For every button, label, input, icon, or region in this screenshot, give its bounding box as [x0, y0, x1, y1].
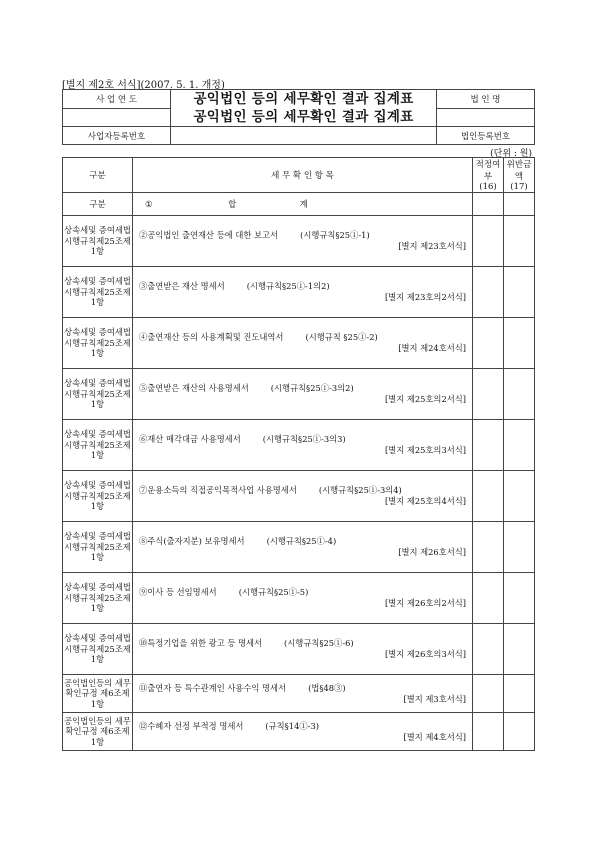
column-header-row [63, 158, 535, 193]
table-row [63, 267, 535, 318]
row-violation-cell[interactable] [504, 713, 535, 751]
row-item-rule: (규칙§14①-3) [265, 720, 319, 731]
row-item-name: ④출연재산 등의 사용계획및 진도내역서 [139, 332, 284, 342]
row-item-name: ⑪출연자 등 특수관계인 사용수익 명세서 [139, 682, 287, 693]
row-violation-cell[interactable] [504, 573, 535, 624]
row-item-form: [별지 제4호서식] [403, 731, 466, 742]
row-item-rule: (시행규칙§25①-3의4) [318, 485, 402, 495]
row-violation-cell[interactable] [504, 267, 535, 318]
row-adequacy-cell[interactable] [473, 522, 504, 573]
row-item-name: ⑩특정기업을 위한 광고 등 명세서 [139, 638, 263, 648]
row-item-form: [별지 제23호의2서식] [384, 292, 466, 302]
row-item-rule: (시행규칙§25①-1의2) [246, 281, 330, 291]
row-item-cell [133, 267, 473, 318]
row-item-line [139, 281, 466, 292]
row-category: 상속세및 증여세법시행규칙제25조제1항 [63, 471, 133, 522]
row-adequacy-cell[interactable] [473, 318, 504, 369]
row-item-form: [별지 제25호의3서식] [384, 445, 466, 455]
row-item-rule: (시행규칙§25①-4) [266, 536, 337, 546]
row-item-name: ⑦운용소득의 직접공익목적사업 사용명세서 [139, 485, 297, 495]
row-category: 상속세및 증여세법시행규칙제25조제1항 [63, 624, 133, 675]
row-adequacy-cell[interactable] [473, 624, 504, 675]
total-label-2: 계 [299, 200, 308, 210]
row-category: 상속세및 증여세법시행규칙제25조제1항 [63, 216, 133, 267]
row-item-rule: (시행규칙§25①-1) [300, 230, 370, 240]
corp-name-label: 법 인 명 [437, 90, 535, 109]
row-violation-cell[interactable] [504, 369, 535, 420]
row-adequacy-cell[interactable] [473, 267, 504, 318]
tax-check-table [62, 157, 535, 751]
row-item-line [139, 230, 466, 241]
row-item-rule: (시행규칙§25①-6) [284, 638, 354, 648]
row-item-name: ⑨이사 등 선임명세서 [139, 587, 217, 597]
row-violation-cell[interactable] [504, 624, 535, 675]
header-table [62, 89, 535, 145]
row-item-cell [133, 420, 473, 471]
row-item-cell [133, 675, 473, 713]
table-row [63, 713, 535, 751]
row-violation-cell[interactable] [504, 216, 535, 267]
biz-no-label: 사업자등록번호 [63, 127, 171, 145]
table-row [63, 522, 535, 573]
table-row [63, 216, 535, 267]
title-line-1: 공익법인 등의 세무확인 결과 집계표 [193, 91, 414, 107]
row-item-form: [별지 제3호서식] [403, 693, 466, 704]
table-row [63, 471, 535, 522]
row-item-name: ⑫수혜자 선정 부적정 명세서 [139, 720, 244, 731]
row-item-form: [별지 제25호의2서식] [384, 394, 466, 404]
row-adequacy-cell[interactable] [473, 420, 504, 471]
table-row [63, 675, 535, 713]
row-item-rule: (시행규칙§25①-5) [238, 587, 309, 597]
row-item-name: ⑧주식(출자지분) 보유명세서 [139, 536, 245, 546]
row-item-name: ⑥재산 매각대금 사용명세서 [139, 434, 241, 444]
row-item-cell [133, 471, 473, 522]
row-category: 상속세및 증여세법시행규칙제25조제1항 [63, 369, 133, 420]
row-item-form: [별지 제23호서식] [398, 241, 466, 251]
row-item-line [139, 485, 466, 496]
col-violation [504, 158, 535, 193]
row-item-rule: (시행규칙 §25①-2) [305, 332, 378, 342]
row-item-cell [133, 216, 473, 267]
row-item-form: [별지 제25호의4서식] [384, 496, 466, 506]
row-adequacy-cell[interactable] [473, 713, 504, 751]
row-category: 상속세및 증여세법시행규칙제25조제1항 [63, 318, 133, 369]
row-item-line [139, 587, 466, 598]
row-violation-cell[interactable] [504, 420, 535, 471]
row-category: 공익법인등의 세무확인규정 제6조제1항 [63, 675, 133, 713]
col-adequacy-label: 적정여부 [475, 160, 501, 182]
document-title [171, 90, 437, 127]
col-violation-number: (17) [510, 182, 528, 192]
corp-no-label: 법인등록번호 [437, 127, 535, 145]
row-category: 공익법인등의 세무확인규정 제6조제1항 [63, 713, 133, 751]
row-adequacy-cell[interactable] [473, 471, 504, 522]
row-item-line [139, 721, 466, 732]
row-violation-cell[interactable] [504, 318, 535, 369]
row-item-rule: (시행규칙§25①-3의2) [270, 383, 354, 393]
row-item-form: [별지 제24호서식] [398, 343, 466, 353]
row-item-line [139, 332, 466, 343]
total-label-cell [133, 193, 473, 216]
row-item-form: [별지 제26호서식] [398, 547, 466, 557]
row-adequacy-cell[interactable] [473, 573, 504, 624]
biz-no-value-cell[interactable] [171, 127, 437, 145]
row-item-form: [별지 제26호의2서식] [384, 598, 466, 608]
row-violation-cell[interactable] [504, 471, 535, 522]
row-item-name: ②공익법인 출연재산 등에 대한 보고서 [139, 230, 279, 240]
title-line-2: 공익법인 등의 세무확인 결과 집계표 [193, 109, 414, 125]
row-item-rule: (시행규칙§25①-3의3) [262, 434, 346, 444]
row-item-cell [133, 318, 473, 369]
row-item-line [139, 434, 466, 445]
row-category: 상속세및 증여세법시행규칙제25조제1항 [63, 522, 133, 573]
total-violation-cell[interactable] [504, 193, 535, 216]
row-category: 상속세및 증여세법시행규칙제25조제1항 [63, 267, 133, 318]
row-item-cell [133, 624, 473, 675]
col-items: 세 무 확 인 항 목 [133, 158, 473, 193]
unit-label: (단위 : 원) [490, 149, 532, 159]
row-item-line [139, 383, 466, 394]
row-violation-cell[interactable] [504, 522, 535, 573]
col-category: 구분 [63, 158, 133, 193]
total-category: 구분 [63, 193, 133, 216]
row-category: 상속세및 증여세법시행규칙제25조제1항 [63, 420, 133, 471]
col-adequacy-number: (16) [479, 182, 497, 192]
row-item-cell [133, 522, 473, 573]
year-label: 사 업 연 도 [63, 90, 171, 109]
row-item-cell [133, 573, 473, 624]
form-reference: [별지 제2호 서식](2007. 5. 1. 개정) [62, 80, 225, 91]
row-adequacy-cell[interactable] [473, 369, 504, 420]
row-violation-cell[interactable] [504, 675, 535, 713]
row-item-name: ⑤출연받은 재산의 사용명세서 [139, 383, 249, 393]
table-row [63, 573, 535, 624]
row-adequacy-cell[interactable] [473, 216, 504, 267]
col-adequacy [473, 158, 504, 193]
row-item-name: ③출연받은 재산 명세서 [139, 281, 225, 291]
total-adequacy-cell[interactable] [473, 193, 504, 216]
table-row [63, 624, 535, 675]
total-row [63, 193, 535, 216]
year-value-cell[interactable] [63, 108, 171, 127]
table-row [63, 369, 535, 420]
corp-name-value-cell[interactable] [437, 108, 535, 127]
row-adequacy-cell[interactable] [473, 675, 504, 713]
total-number: ① [145, 200, 153, 210]
row-item-form: [별지 제26호의3서식] [384, 649, 466, 659]
row-item-cell [133, 369, 473, 420]
row-item-line [139, 536, 466, 547]
table-row [63, 318, 535, 369]
row-item-rule: (법§48③) [308, 682, 346, 693]
row-category: 상속세및 증여세법시행규칙제25조제1항 [63, 573, 133, 624]
table-row [63, 420, 535, 471]
row-item-line [139, 638, 466, 649]
row-item-line [139, 683, 466, 694]
col-violation-label: 위반금액 [506, 160, 532, 182]
row-item-cell [133, 713, 473, 751]
total-label-1: 합 [228, 200, 237, 210]
